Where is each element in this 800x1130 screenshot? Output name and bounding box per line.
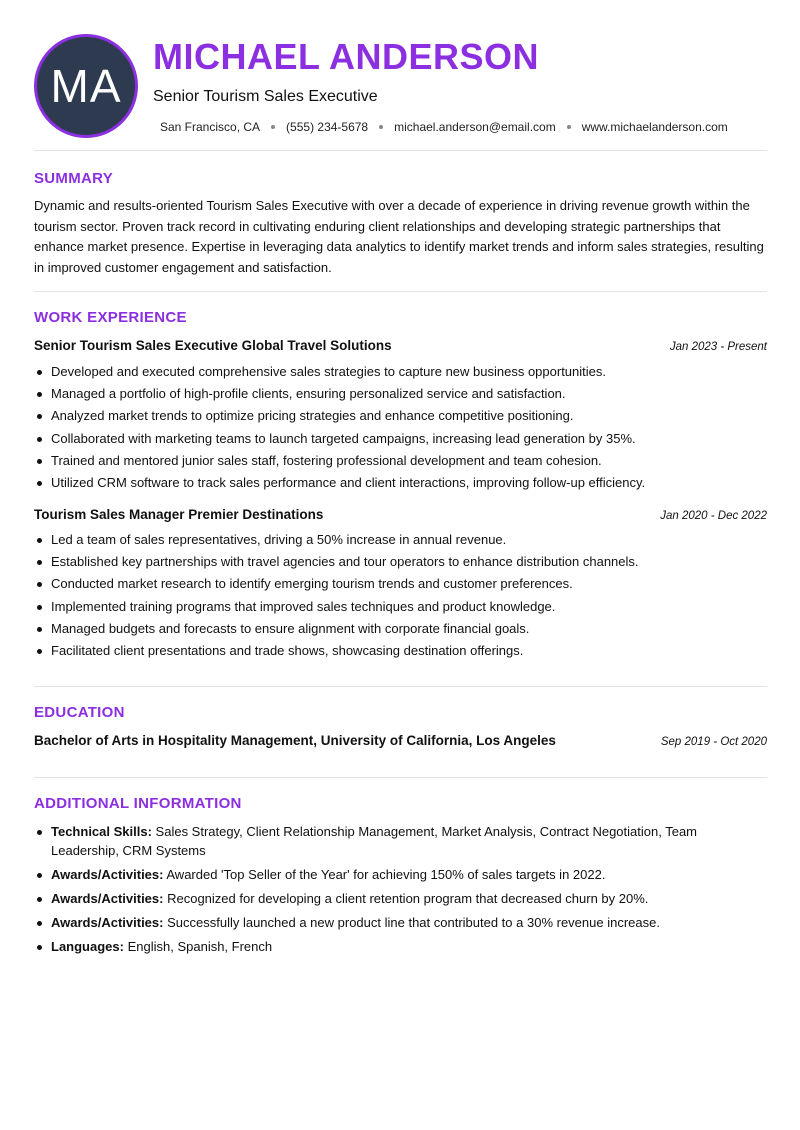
list-item: Conducted market research to identify emerging tourism trends and customer preferences. [34,574,767,596]
info-text: Successfully launched a new product line that contributed to a 30% revenue increase. [167,915,660,930]
divider [34,777,767,778]
list-item: Trained and mentored junior sales staff, fostering professional development and team cohesion. [34,451,767,473]
summary-text: Dynamic and results-oriented Tourism Sales Executive with over a decade of experience in driving revenue growth within the tourism sector. Proven track record in cultivating enduring client relationships and developing strategic partnerships that enhance market presence. Expertise in leveraging data analytics to identify market trends and inform sales strategies, resulting in improved customer engagement and satisfaction. [34,198,764,275]
job-date: Jan 2020 - Dec 2022 [660,510,767,522]
contact-website[interactable]: www.michaelanderson.com [581,120,728,134]
list-item: Established key partnerships with travel agencies and tour operators to enhance distribution channels. [34,552,767,574]
separator-dot-icon [567,125,571,129]
separator-dot-icon [379,125,383,129]
list-item [34,913,767,932]
list-item [34,865,767,884]
separator-dot-icon [271,125,275,129]
avatar-initials: MA [50,60,122,112]
info-text: English, Spanish, French [127,939,273,954]
resume-header [0,0,800,150]
info-label: Awards/Activities: [51,867,164,882]
list-item: Managed budgets and forecasts to ensure alignment with corporate financial goals. [34,619,767,641]
job-bullet-list [34,362,767,495]
job-role: Tourism Sales Manager Premier Destinations [34,507,324,522]
education-date: Sep 2019 - Oct 2020 [660,736,767,748]
job-bullet-list [34,530,767,663]
info-text: Awarded 'Top Seller of the Year' for achieving 150% of sales targets in 2022. [166,867,606,882]
job-header [34,338,767,353]
job-date: Jan 2023 - Present [669,341,767,353]
info-text: Recognized for developing a client retention program that decreased churn by 20%. [167,891,649,906]
list-item: Utilized CRM software to track sales performance and client interactions, improving follow-up efficiency. [34,473,767,495]
additional-info-list [34,822,767,961]
info-label: Awards/Activities: [51,915,164,930]
info-label: Awards/Activities: [51,891,164,906]
info-label: Technical Skills: [51,824,152,839]
info-label: Languages: [51,939,124,954]
divider [34,686,767,687]
contact-email[interactable]: michael.anderson@email.com [394,120,556,134]
list-item [34,822,767,860]
list-item [34,889,767,908]
work-experience-heading: WORK EXPERIENCE [34,309,187,326]
contact-phone: (555) 234-5678 [286,120,369,134]
contact-bar [160,120,728,134]
list-item: Analyzed market trends to optimize pricing strategies and enhance competitive positioning. [34,406,767,428]
candidate-name: MICHAEL ANDERSON [153,36,540,77]
job-title: Senior Tourism Sales Executive [153,88,378,105]
additional-information-heading: ADDITIONAL INFORMATION [34,795,242,812]
education-heading: EDUCATION [34,704,125,721]
avatar [34,34,138,138]
divider [34,291,767,292]
education-entry [34,733,767,748]
list-item: Facilitated client presentations and trade shows, showcasing destination offerings. [34,641,767,663]
info-text: Sales Strategy, Client Relationship Management, Market Analysis, Contract Negotiation, Team Leadership, CRM Systems [51,824,698,858]
summary-heading: SUMMARY [34,170,114,187]
list-item: Led a team of sales representatives, driving a 50% increase in annual revenue. [34,530,767,552]
job-role: Senior Tourism Sales Executive Global Travel Solutions [34,338,392,353]
degree: Bachelor of Arts in Hospitality Management, University of California, Los Angeles [34,733,556,748]
list-item: Collaborated with marketing teams to launch targeted campaigns, increasing lead generation by 35%. [34,429,767,451]
divider [34,150,767,151]
list-item: Implemented training programs that improved sales techniques and product knowledge. [34,597,767,619]
list-item: Developed and executed comprehensive sales strategies to capture new business opportunities. [34,362,767,384]
job-header [34,507,767,522]
list-item: Managed a portfolio of high-profile clients, ensuring personalized service and satisfaction. [34,384,767,406]
contact-location: San Francisco, CA [160,120,261,134]
list-item [34,937,767,956]
